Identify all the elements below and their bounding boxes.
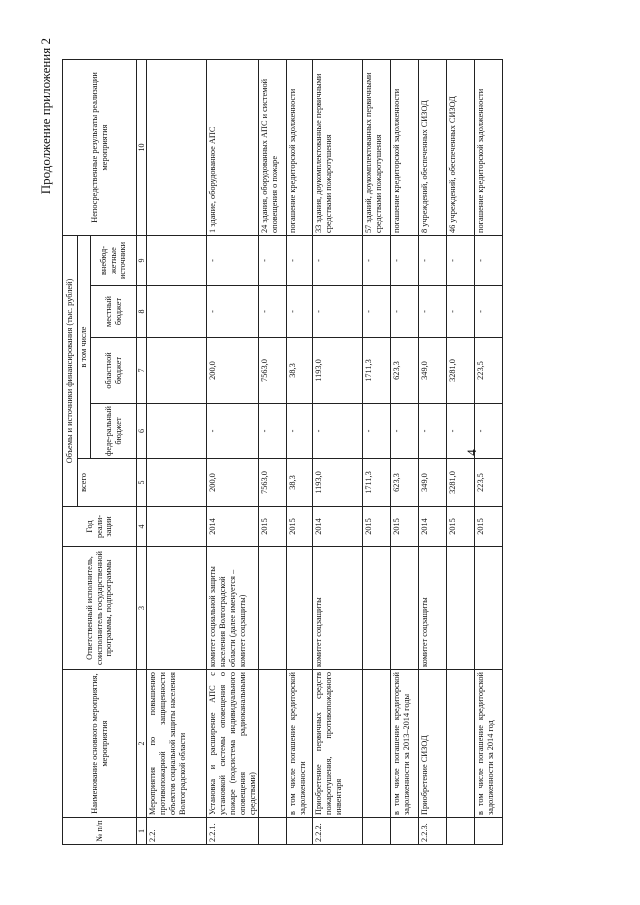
row-local [147,286,207,338]
header-federal: феде-ральный бюджет [91,404,137,459]
row-total: 623,3 [391,459,419,507]
row-regional: 623,3 [391,338,419,404]
row-name: Установка и расширение АПС с установкой системы оповещения о пожаре (подсистема индивидуального оповещения радиоканальными средствами) [207,670,259,818]
row-local: - [207,286,259,338]
header-including: в том числе [78,235,91,458]
table-row [259,59,287,844]
row-result [147,59,207,235]
row-year: 2014 [313,507,363,547]
column-number: 8 [137,286,147,338]
row-federal: - [391,404,419,459]
header-executor: Ответственный исполнитель, соисполнитель государственной программы, подпрограммы [63,547,137,670]
row-result: погашение кредиторской задолженности [391,59,419,235]
row-executor [287,547,313,670]
row-year: 2015 [363,507,391,547]
row-local: - [475,286,503,338]
row-name: в том числе погашение кредиторской задолженности [287,670,313,818]
row-result: 57 зданий, доукомплектованных первичными средствами пожаротушения [363,59,391,235]
row-executor [147,547,207,670]
column-number: 2 [137,670,147,818]
row-year: 2015 [391,507,419,547]
row-extra: - [313,235,363,285]
row-regional: 223,5 [475,338,503,404]
row-result: 1 здание, оборудованное АПС [207,59,259,235]
row-executor: комитет соцзащиты [419,547,447,670]
row-local: - [363,286,391,338]
column-number: 7 [137,338,147,404]
column-number: 5 [137,459,147,507]
table-row [391,59,419,844]
row-total: 200,0 [207,459,259,507]
row-extra: - [419,235,447,285]
row-federal: - [259,404,287,459]
row-local: - [259,286,287,338]
column-number: 6 [137,404,147,459]
column-number: 9 [137,235,147,285]
row-regional: 3281,0 [447,338,475,404]
row-total: 3281,0 [447,459,475,507]
row-regional: 1711,3 [363,338,391,404]
table-row [313,59,363,844]
row-regional: 7563,0 [259,338,287,404]
row-result: 33 здания, доукомплектованные первичными средствами пожаротушения [313,59,363,235]
row-num: 2.2.1. [207,818,259,845]
row-year: 2014 [419,507,447,547]
row-result: погашение кредиторской задолженности [287,59,313,235]
row-extra: - [391,235,419,285]
row-extra: - [363,235,391,285]
header-year: Год реали-зации [63,507,137,547]
column-number: 1 [137,818,147,845]
row-federal: - [419,404,447,459]
table-row [147,59,207,844]
row-name: в том числе погашение кредиторской задолженности за 2013–2014 годы [391,670,419,818]
continuation-label: Продолжение приложения 2 [38,38,53,195]
column-number: 4 [137,507,147,547]
row-year: 2015 [447,507,475,547]
row-extra: - [259,235,287,285]
row-year: 2015 [287,507,313,547]
row-local: - [447,286,475,338]
row-year: 2015 [475,507,503,547]
row-year: 2015 [259,507,287,547]
row-executor [259,547,287,670]
row-regional: 1193,0 [313,338,363,404]
row-executor: комитет соцзащиты [313,547,363,670]
row-regional: 38,3 [287,338,313,404]
row-federal: - [207,404,259,459]
header-local: местный бюджет [91,286,137,338]
table-row [287,59,313,844]
row-name: Приобретение первичных средств пожаротушения, противопожарного инвентаря [313,670,363,818]
header-results: Непосредственные результаты реализации мероприятия [63,59,137,235]
row-name [259,670,287,818]
row-executor [363,547,391,670]
table-row [207,59,259,844]
row-regional [147,338,207,404]
row-total: 38,3 [287,459,313,507]
header-total: всего [78,459,137,507]
row-year [147,507,207,547]
row-name [363,670,391,818]
funding-table [62,59,503,845]
page-number: 4 [464,449,479,456]
table-row [363,59,391,844]
table-row [419,59,447,844]
row-total [147,459,207,507]
row-extra: - [447,235,475,285]
row-extra: - [475,235,503,285]
row-total: 7563,0 [259,459,287,507]
row-federal: - [313,404,363,459]
row-extra [147,235,207,285]
column-number: 10 [137,59,147,235]
row-num [259,818,287,845]
row-federal: - [287,404,313,459]
row-total: 1193,0 [313,459,363,507]
row-num [287,818,313,845]
row-regional: 200,0 [207,338,259,404]
row-result: погашение кредиторской задолженности [475,59,503,235]
row-executor: комитет социальной защиты населения Волгоградской области (далее именуется – комитет соцзащиты) [207,547,259,670]
row-federal [147,404,207,459]
row-result: 46 учреждений, обеспеченных СИЗОД [447,59,475,235]
header-name: Наименование основного мероприятия, мероприятия [63,670,137,818]
row-extra: - [207,235,259,285]
header-num: № п/п [63,818,137,845]
row-federal: - [447,404,475,459]
row-total: 223,5 [475,459,503,507]
row-federal: - [363,404,391,459]
row-extra: - [287,235,313,285]
row-result: 24 здания, оборудованных АПС и системой оповещения о пожаре [259,59,287,235]
row-local: - [419,286,447,338]
row-executor [391,547,419,670]
row-regional: 349,0 [419,338,447,404]
row-total: 1711,3 [363,459,391,507]
row-name: в том числе погашение кредиторской задолженности за 2014 год [475,670,503,818]
row-local: - [287,286,313,338]
column-number-row [137,59,147,844]
row-total: 349,0 [419,459,447,507]
header-extra: внебюд-жетные источники [91,235,137,285]
row-num: 2.2.2. [313,818,363,845]
row-federal: - [475,404,503,459]
row-num [391,818,419,845]
row-num [363,818,391,845]
header-regional: областной бюджет [91,338,137,404]
row-local: - [313,286,363,338]
header-funding: Объемы и источники финансирования (тыс. рублей) [63,235,78,506]
row-name: Приобретение СИЗОД [419,670,447,818]
row-result: 8 учреждений, обеспеченных СИЗОД [419,59,447,235]
row-num: 2.2.3. [419,818,447,845]
row-year: 2014 [207,507,259,547]
row-local: - [391,286,419,338]
row-num: 2.2. [147,818,207,845]
row-name: Мероприятия по повышению противопожарной защищенности объектов социальной защиты населения Волгоградской области [147,670,207,818]
column-number: 3 [137,547,147,670]
